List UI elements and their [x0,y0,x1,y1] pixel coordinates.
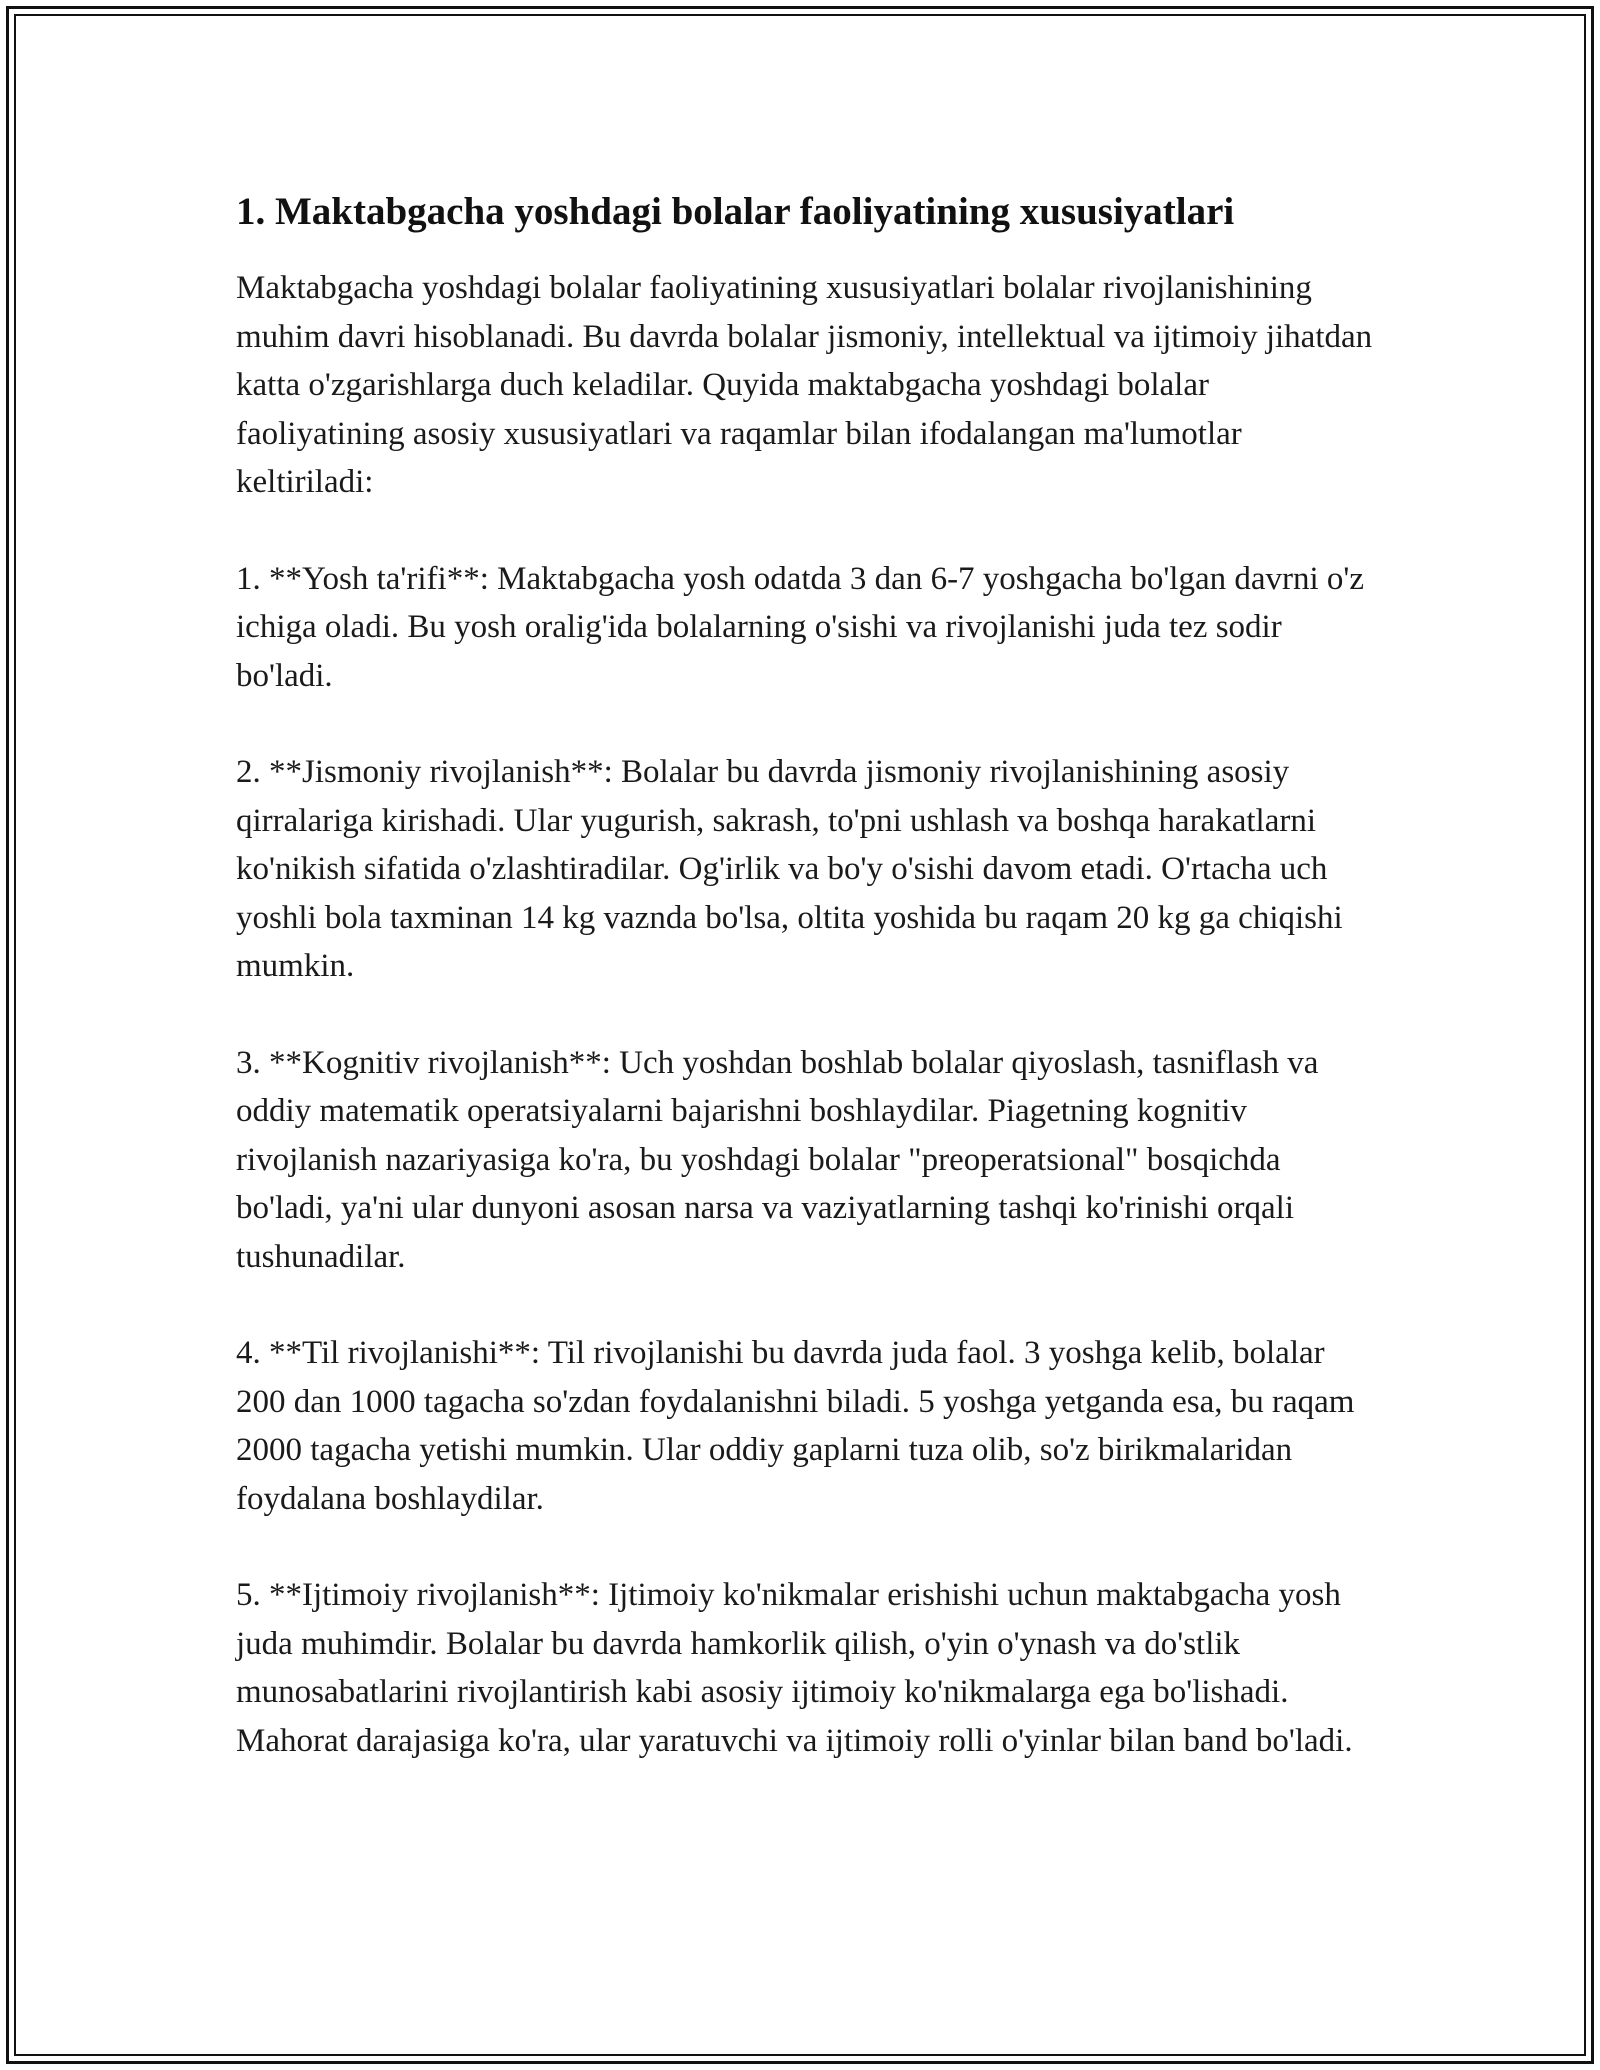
intro-paragraph: Maktabgacha yoshdagi bolalar faoliyatining xususiyatlari bolalar rivojlanishining muhim davri hisoblanadi. Bu davrda bolalar jismoniy, intellektual va ijtimoiy jihatdan katta o'zgarishlarga duch keladilar. Quyida maktabgacha yoshdagi bolalar faoliyatining asosiy xususiyatlari va raqamlar bilan ifodalangan ma'lumotlar keltiriladi: [236,270,1373,500]
paragraph-physical-development: 2. **Jismoniy rivojlanish**: Bolalar bu davrda jismoniy rivojlanishining asosiy qirralariga kirishadi. Ular yugurish, sakrash, to'pni ushlash va boshqa harakatlarni ko'nikish sifatida o'zlashtiradilar. Og'irlik va bo'y o'sishi davom etadi. O'rtacha uch yoshli bola taxminan 14 kg vaznda bo'lsa, oltita yoshida bu raqam 20 kg ga chiqishi mumkin. [236,754,1343,984]
paragraph-cognitive-development: 3. **Kognitiv rivojlanish**: Uch yoshdan boshlab bolalar qiyoslash, tasniflash va oddiy matematik operatsiyalarni bajarishni boshlaydilar. Piagetning kognitiv rivojlanish nazariyasiga ko'ra, bu yoshdagi bolalar "preoperatsional" bosqichda bo'ladi, ya'ni ular dunyoni asosan narsa va vaziyatlarning tashqi ko'rinishi orqali tushunadilar. [236,1044,1319,1275]
document-body [236,186,1376,1813]
document-title: 1. Maktabgacha yoshdagi bolalar faoliyatining xususiyatlari [236,190,1235,233]
paragraph-language-development: 4. **Til rivojlanishi**: Til rivojlanishi bu davrda juda faol. 3 yoshga kelib, bolalar 200 dan 1000 tagacha so'zdan foydalanishni biladi. 5 yoshga yetganda esa, bu raqam 2000 tagacha yetishi mumkin. Ular oddiy gaplarni tuza olib, so'z birikmalaridan foydalana boshlaydilar. [236,1335,1355,1517]
paragraph-age-definition: 1. **Yosh ta'rifi**: Maktabgacha yosh odatda 3 dan 6-7 yoshgacha bo'lgan davrni o'z ichiga oladi. Bu yosh oralig'ida bolalarning o'sishi va rivojlanishi juda tez sodir bo'ladi. [236,560,1364,694]
paragraph-social-development: 5. **Ijtimoiy rivojlanish**: Ijtimoiy ko'nikmalar erishishi uchun maktabgacha yosh juda muhimdir. Bolalar bu davrda hamkorlik qilish, o'yin o'ynash va do'stlik munosabatlarini rivojlantirish kabi asosiy ijtimoiy ko'nikmalarga ega bo'lishadi. Mahorat darajasiga ko'ra, ular yaratuvchi va ijtimoiy rolli o'yinlar bilan band bo'ladi. [236,1577,1353,1759]
